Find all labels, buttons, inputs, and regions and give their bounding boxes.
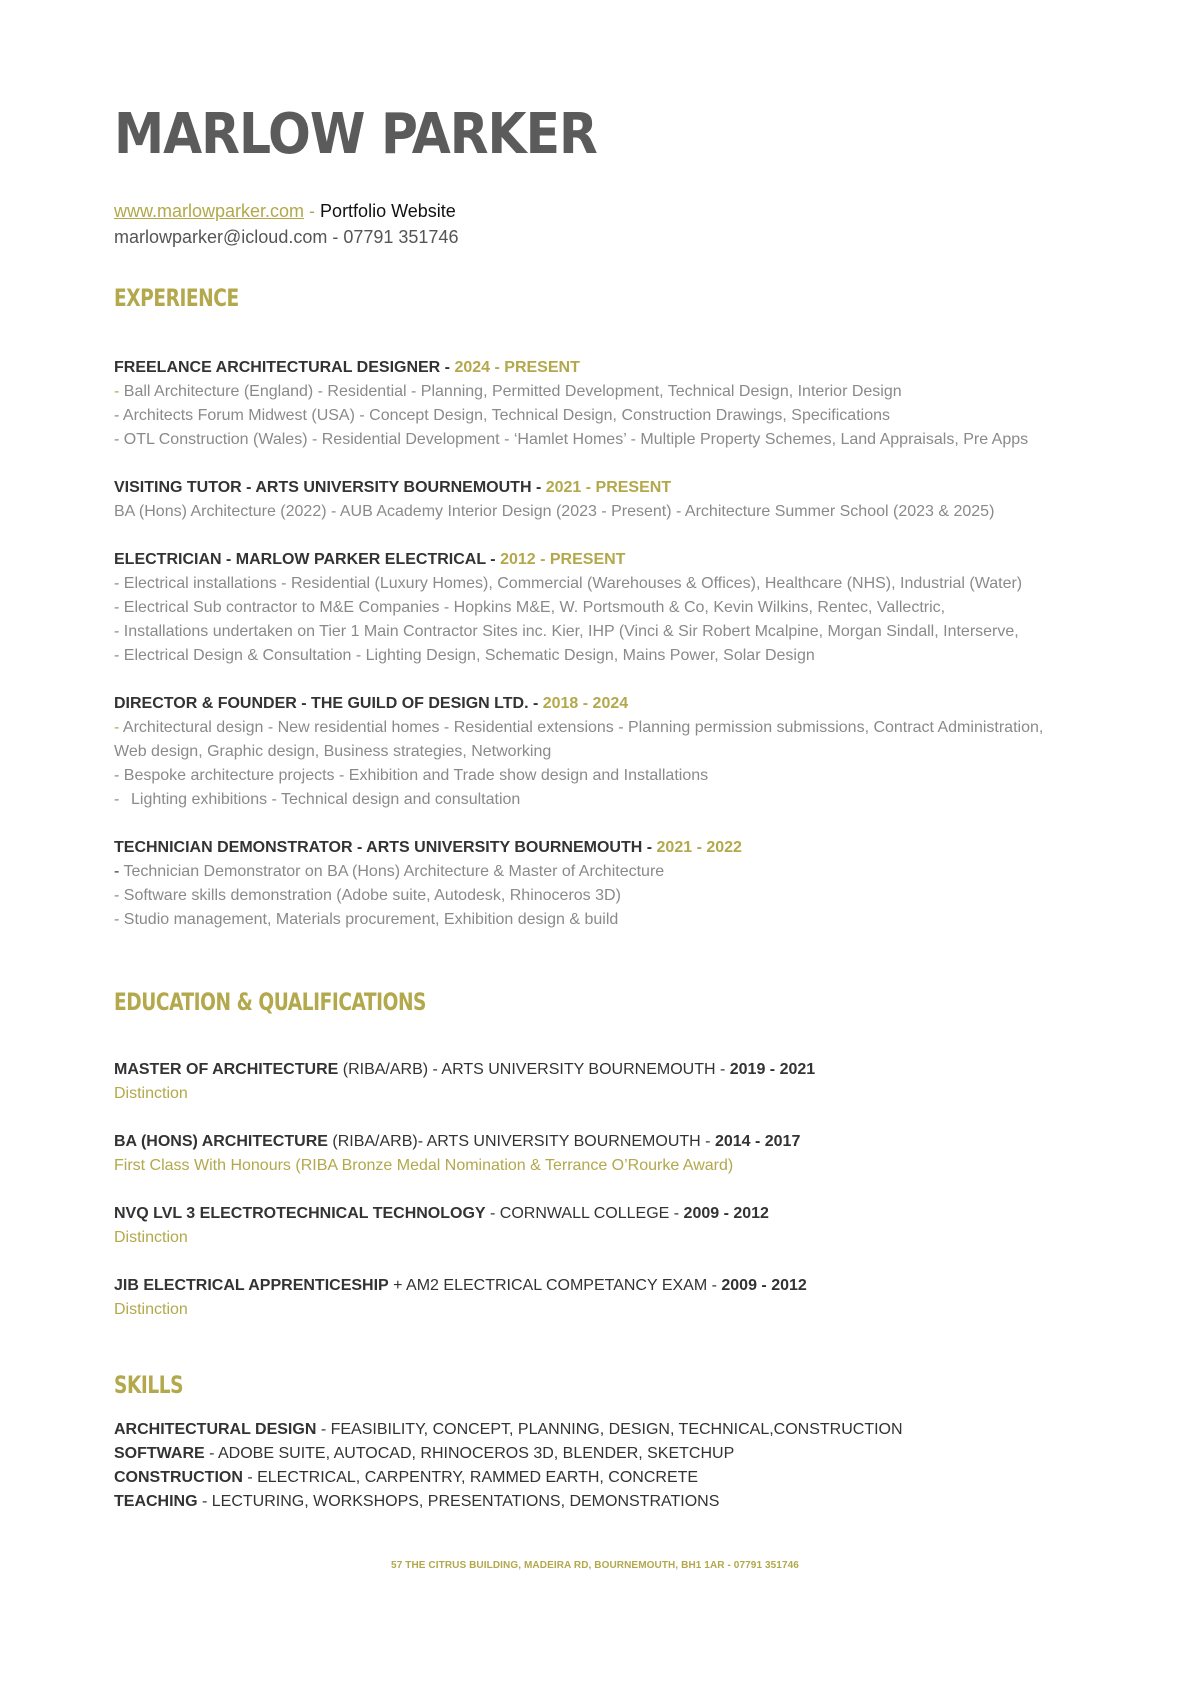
job-title: ELECTRICIAN - MARLOW PARKER ELECTRICAL - 2012 - PRESENT (114, 551, 626, 568)
job-visiting-tutor (114, 476, 1114, 524)
skill-item: SOFTWARE - ADOBE SUITE, AUTOCAD, RHINOCEROS 3D, BLENDER, SKETCHUP (114, 1445, 735, 1462)
job-freelance (114, 356, 1114, 452)
education-award: Distinction (114, 1085, 188, 1102)
education-item (114, 1058, 1114, 1106)
job-line: - Lighting exhibitions - Technical design and consultation (114, 791, 521, 808)
education-award: Distinction (114, 1229, 188, 1246)
job-line: - Architects Forum Midwest (USA) - Concept Design, Technical Design, Construction Drawings, Specifications (114, 407, 890, 424)
skills-heading: SKILLS (114, 1371, 184, 1399)
job-dates: 2012 - PRESENT (500, 551, 626, 568)
job-line: - OTL Construction (Wales) - Residential Development - ‘Hamlet Homes’ - Multiple Property Schemes, Land Appraisals, Pre Apps (114, 431, 1029, 448)
job-title: FREELANCE ARCHITECTURAL DESIGNER - 2024 - PRESENT (114, 359, 580, 376)
job-dates: 2021 - 2022 (656, 839, 742, 856)
job-line: - Bespoke architecture projects - Exhibition and Trade show design and Installations (114, 767, 709, 784)
job-line: - Studio management, Materials procurement, Exhibition design & build (114, 911, 619, 928)
job-line: - Software skills demonstration (Adobe suite, Autodesk, Rhinoceros 3D) (114, 887, 621, 904)
portfolio-label: Portfolio Website (320, 201, 456, 221)
education-heading: EDUCATION & QUALIFICATIONS (114, 988, 427, 1016)
job-line: - Electrical Sub contractor to M&E Companies - Hopkins M&E, W. Portsmouth & Co, Kevin Wilkins, Rentec, Vallectric, (114, 599, 946, 616)
job-line: Web design, Graphic design, Business strategies, Networking (114, 743, 552, 760)
experience-heading: EXPERIENCE (114, 284, 239, 312)
job-line: - Architectural design - New residential homes - Residential extensions - Planning permission submissions, Contract Administration, (114, 719, 1044, 736)
job-line: - Technician Demonstrator on BA (Hons) Architecture & Master of Architecture (114, 863, 665, 880)
job-director (114, 692, 1114, 812)
job-technician (114, 836, 1114, 932)
job-line: - Ball Architecture (England) - Residential - Planning, Permitted Development, Technical Design, Interior Design (114, 383, 902, 400)
job-dates: 2024 - PRESENT (454, 359, 580, 376)
job-title: TECHNICIAN DEMONSTRATOR - ARTS UNIVERSITY BOURNEMOUTH - 2021 - 2022 (114, 839, 742, 856)
education-award: First Class With Honours (RIBA Bronze Medal Nomination & Terrance O’Rourke Award) (114, 1157, 734, 1174)
education-title: NVQ LVL 3 ELECTROTECHNICAL TECHNOLOGY - CORNWALL COLLEGE - 2009 - 2012 (114, 1205, 769, 1222)
education-item (114, 1130, 1114, 1178)
skill-item: TEACHING - LECTURING, WORKSHOPS, PRESENTATIONS, DEMONSTRATIONS (114, 1493, 720, 1510)
portfolio-link[interactable]: www.marlowparker.com (114, 201, 305, 221)
education-item (114, 1202, 1114, 1250)
job-line: - Installations undertaken on Tier 1 Main Contractor Sites inc. Kier, IHP (Vinci & Sir Robert Mcalpine, Morgan Sindall, Interserve, (114, 623, 1019, 640)
job-electrician (114, 548, 1114, 668)
website-separator: - (304, 201, 321, 221)
job-dates: 2021 - PRESENT (545, 479, 672, 496)
education-title: BA (HONS) ARCHITECTURE (RIBA/ARB)- ARTS UNIVERSITY BOURNEMOUTH - 2014 - 2017 (114, 1133, 801, 1150)
job-title: DIRECTOR & FOUNDER - THE GUILD OF DESIGN LTD. - 2018 - 2024 (114, 695, 629, 712)
education-title: JIB ELECTRICAL APPRENTICESHIP + AM2 ELECTRICAL COMPETANCY EXAM - 2009 - 2012 (114, 1277, 807, 1294)
job-line: BA (Hons) Architecture (2022) - AUB Academy Interior Design (2023 - Present) - Architecture Summer School (2023 & 2025) (114, 503, 995, 520)
skills-list (114, 1418, 1114, 1514)
page-title: MARLOW PARKER (114, 102, 597, 167)
education-item (114, 1274, 1114, 1322)
job-dates: 2018 - 2024 (542, 695, 629, 712)
education-title: MASTER OF ARCHITECTURE (RIBA/ARB) - ARTS UNIVERSITY BOURNEMOUTH - 2019 - 2021 (114, 1061, 816, 1078)
footer-address: 57 THE CITRUS BUILDING, MADEIRA RD, BOURNEMOUTH, BH1 1AR - 07791 351746 (391, 1560, 799, 1571)
education-award: Distinction (114, 1301, 188, 1318)
job-title: VISITING TUTOR - ARTS UNIVERSITY BOURNEMOUTH - 2021 - PRESENT (114, 479, 672, 496)
job-line: - Electrical Design & Consultation - Lighting Design, Schematic Design, Mains Power, Solar Design (114, 647, 815, 664)
contact-line: marlowparker@icloud.com - 07791 351746 (114, 227, 459, 247)
website-line (114, 199, 456, 223)
skill-item: CONSTRUCTION - ELECTRICAL, CARPENTRY, RAMMED EARTH, CONCRETE (114, 1469, 699, 1486)
skill-item: ARCHITECTURAL DESIGN - FEASIBILITY, CONCEPT, PLANNING, DESIGN, TECHNICAL,CONSTRUCTION (114, 1421, 903, 1438)
job-line: - Electrical installations - Residential (Luxury Homes), Commercial (Warehouses & Offices), Healthcare (NHS), Industrial (Water) (114, 575, 1023, 592)
